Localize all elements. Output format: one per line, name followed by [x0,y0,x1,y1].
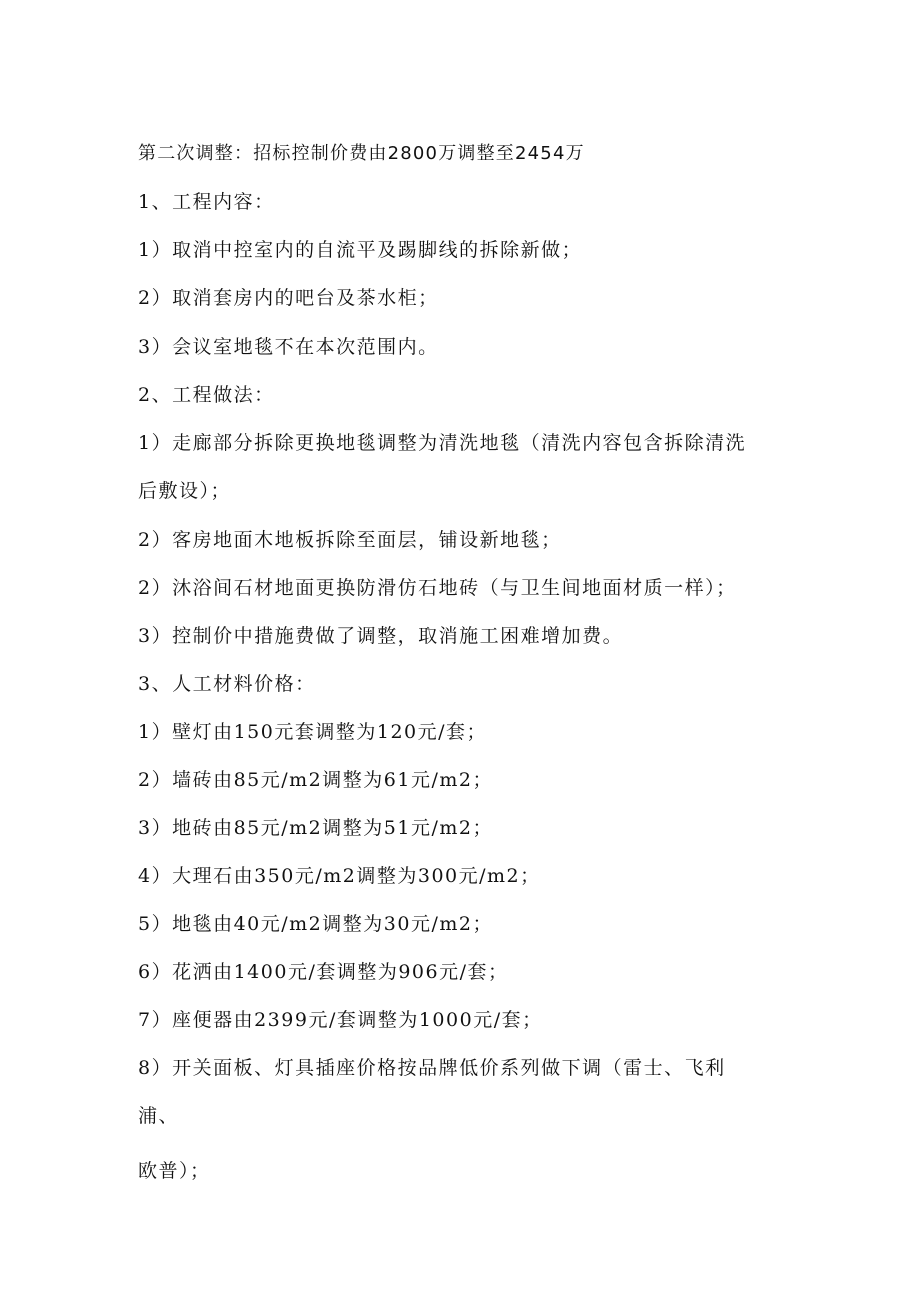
section-heading-method: 2、工程做法： [138,384,275,406]
method-item: 2）客房地面木地板拆除至面层，铺设新地毯； [138,529,562,551]
section-heading-prices: 3、人工材料价格： [138,673,316,695]
document-title: 第二次调整：招标控制价费由2800万调整至2454万 [138,143,585,164]
price-item-continuation: 欧普）； [138,1160,211,1182]
price-item: 6）花洒由1400元/套调整为906元/套； [138,961,509,983]
content-item: 2）取消套房内的吧台及茶水柜； [138,287,439,309]
price-item-continuation: 浦、 [138,1105,180,1127]
method-item: 3）控制价中措施费做了调整，取消施工困难增加费。 [138,625,624,647]
content-item: 1）取消中控室内的自流平及踢脚线的拆除新做； [138,239,583,261]
price-item: 4）大理石由350元/m2调整为300元/m2； [138,865,541,887]
method-item: 2）沐浴间石材地面更换防滑仿石地砖（与卫生间地面材质一样）； [138,577,737,599]
method-item-continuation: 后敷设）； [138,480,232,502]
price-item: 8）开关面板、灯具插座价格按品牌低价系列做下调（雷士、飞利 [138,1057,726,1079]
price-item: 3）地砖由85元/m2调整为51元/m2； [138,817,493,839]
price-item: 7）座便器由2399元/套调整为1000元/套； [138,1009,543,1031]
method-item: 1）走廊部分拆除更换地毯调整为清洗地毯（清洗内容包含拆除清洗 [138,432,747,454]
price-item: 5）地毯由40元/m2调整为30元/m2； [138,913,493,935]
price-item: 2）墙砖由85元/m2调整为61元/m2； [138,769,493,791]
content-item: 3）会议室地毯不在本次范围内。 [138,336,439,358]
section-heading-content: 1、工程内容： [138,191,275,213]
price-item: 1）壁灯由150元套调整为120元/套； [138,721,488,743]
